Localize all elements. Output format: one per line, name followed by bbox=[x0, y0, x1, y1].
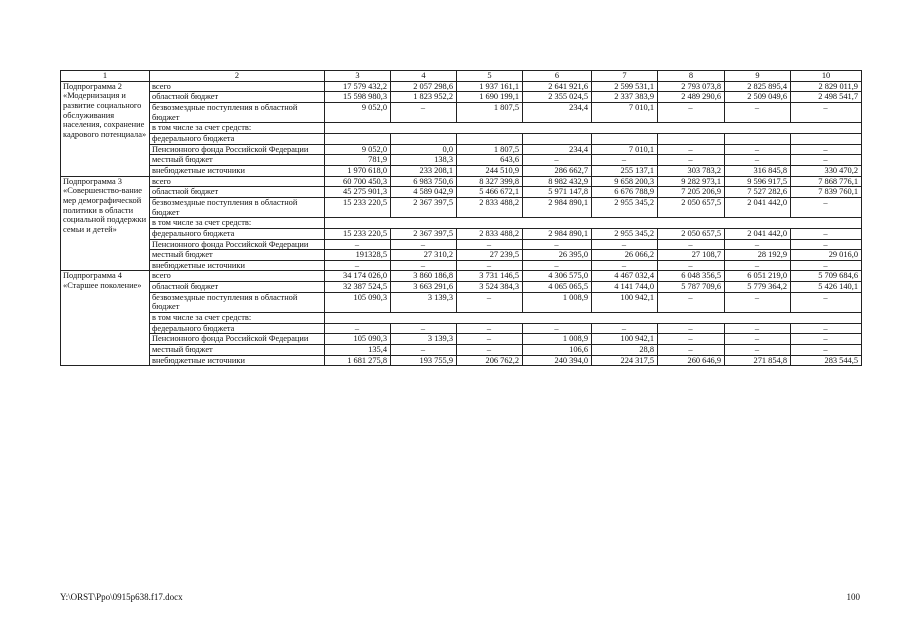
column-header: 5 bbox=[457, 71, 523, 82]
value-cell: 206 762,2 bbox=[457, 355, 523, 366]
empty-cell bbox=[325, 218, 862, 229]
value-cell: – bbox=[791, 197, 862, 217]
value-cell: – bbox=[658, 239, 725, 250]
value-cell: 27 310,2 bbox=[391, 250, 457, 261]
column-header: 2 bbox=[150, 71, 325, 82]
file-path: Y:\ORST\Ppo\0915p638.f17.docx bbox=[60, 592, 183, 602]
value-cell: 7 205 206,9 bbox=[658, 187, 725, 198]
value-cell: 255 137,1 bbox=[592, 165, 658, 176]
value-cell: 233 208,1 bbox=[391, 165, 457, 176]
value-cell: 2 793 073,8 bbox=[658, 81, 725, 92]
table-row bbox=[61, 81, 862, 92]
value-cell: 4 589 042,9 bbox=[391, 187, 457, 198]
row-label: всего bbox=[150, 271, 325, 282]
value-cell: 15 598 980,3 bbox=[325, 92, 391, 103]
value-cell: 7 868 776,1 bbox=[791, 176, 862, 187]
row-label: безвозмездные поступления в областной бюджет bbox=[150, 102, 325, 122]
value-cell: 2 833 488,2 bbox=[457, 228, 523, 239]
column-header: 3 bbox=[325, 71, 391, 82]
value-cell: 2 041 442,0 bbox=[725, 228, 791, 239]
value-cell: – bbox=[725, 144, 791, 155]
value-cell: – bbox=[725, 334, 791, 345]
value-cell: – bbox=[791, 292, 862, 312]
value-cell: – bbox=[725, 345, 791, 356]
budget-table bbox=[60, 70, 862, 366]
value-cell bbox=[523, 133, 592, 144]
value-cell: – bbox=[791, 334, 862, 345]
value-cell: – bbox=[658, 292, 725, 312]
row-label: федерального бюджета bbox=[150, 133, 325, 144]
value-cell: 7 527 282,6 bbox=[725, 187, 791, 198]
table-row bbox=[61, 323, 862, 334]
value-cell: – bbox=[791, 155, 862, 166]
program-name: Подпрограмма 3 «Совершенство-вание мер демографической политики в области социальной поддержки семьи и детей» bbox=[61, 176, 150, 271]
value-cell: – bbox=[523, 239, 592, 250]
value-cell: 9 052,0 bbox=[325, 102, 391, 122]
table-row bbox=[61, 155, 862, 166]
value-cell: 8 982 432,9 bbox=[523, 176, 592, 187]
value-cell: 45 275 901,3 bbox=[325, 187, 391, 198]
value-cell: – bbox=[791, 260, 862, 271]
table-row bbox=[61, 187, 862, 198]
row-label: в том числе за счет средств: bbox=[150, 123, 325, 134]
value-cell: 2 984 890,1 bbox=[523, 228, 592, 239]
value-cell: – bbox=[658, 334, 725, 345]
row-label: внебюджетные источники bbox=[150, 165, 325, 176]
value-cell: – bbox=[725, 323, 791, 334]
value-cell: – bbox=[658, 260, 725, 271]
value-cell: – bbox=[592, 323, 658, 334]
value-cell: 2 829 011,9 bbox=[791, 81, 862, 92]
value-cell: – bbox=[725, 102, 791, 122]
table-row bbox=[61, 260, 862, 271]
row-label: федерального бюджета bbox=[150, 323, 325, 334]
column-header: 7 bbox=[592, 71, 658, 82]
column-header: 4 bbox=[391, 71, 457, 82]
value-cell: 7 010,1 bbox=[592, 144, 658, 155]
value-cell: 2 367 397,5 bbox=[391, 228, 457, 239]
table-row bbox=[61, 144, 862, 155]
row-label: областной бюджет bbox=[150, 187, 325, 198]
value-cell: 8 327 399,8 bbox=[457, 176, 523, 187]
value-cell: 4 306 575,0 bbox=[523, 271, 592, 282]
value-cell: 15 233 220,5 bbox=[325, 228, 391, 239]
value-cell: – bbox=[658, 155, 725, 166]
row-label: местный бюджет bbox=[150, 345, 325, 356]
row-label: безвозмездные поступления в областной бюджет bbox=[150, 197, 325, 217]
value-cell: – bbox=[325, 323, 391, 334]
value-cell: 303 783,2 bbox=[658, 165, 725, 176]
value-cell: 4 065 065,5 bbox=[523, 282, 592, 293]
row-label: безвозмездные поступления в областной бюджет bbox=[150, 292, 325, 312]
table-row bbox=[61, 292, 862, 312]
value-cell: – bbox=[457, 345, 523, 356]
value-cell: 2 833 488,2 bbox=[457, 197, 523, 217]
row-label: в том числе за счет средств: bbox=[150, 218, 325, 229]
value-cell: 1 008,9 bbox=[523, 334, 592, 345]
value-cell: 17 579 432,2 bbox=[325, 81, 391, 92]
value-cell: – bbox=[523, 323, 592, 334]
value-cell: 2 489 290,6 bbox=[658, 92, 725, 103]
value-cell: 286 662,7 bbox=[523, 165, 592, 176]
value-cell: 2 050 657,5 bbox=[658, 197, 725, 217]
value-cell: 9 052,0 bbox=[325, 144, 391, 155]
value-cell: 193 755,9 bbox=[391, 355, 457, 366]
value-cell: 2 050 657,5 bbox=[658, 228, 725, 239]
table-row bbox=[61, 271, 862, 282]
row-label: Пенсионного фонда Российской Федерации bbox=[150, 239, 325, 250]
value-cell: 6 983 750,6 bbox=[391, 176, 457, 187]
empty-cell bbox=[325, 123, 862, 134]
value-cell: 9 282 973,1 bbox=[658, 176, 725, 187]
value-cell: – bbox=[391, 239, 457, 250]
value-cell: 5 787 709,6 bbox=[658, 282, 725, 293]
value-cell: 1 690 199,1 bbox=[457, 92, 523, 103]
value-cell: 316 845,8 bbox=[725, 165, 791, 176]
value-cell: – bbox=[725, 260, 791, 271]
value-cell: 1 807,5 bbox=[457, 102, 523, 122]
value-cell: – bbox=[725, 239, 791, 250]
row-label: внебюджетные источники bbox=[150, 355, 325, 366]
value-cell: 2 041 442,0 bbox=[725, 197, 791, 217]
row-label: всего bbox=[150, 81, 325, 92]
value-cell: – bbox=[391, 102, 457, 122]
value-cell: 2 337 383,9 bbox=[592, 92, 658, 103]
value-cell: – bbox=[457, 323, 523, 334]
table-row bbox=[61, 250, 862, 261]
value-cell: 105 090,3 bbox=[325, 292, 391, 312]
value-cell: – bbox=[592, 155, 658, 166]
value-cell: – bbox=[658, 102, 725, 122]
value-cell: – bbox=[791, 144, 862, 155]
table-row bbox=[61, 345, 862, 356]
value-cell: – bbox=[791, 102, 862, 122]
value-cell: – bbox=[391, 323, 457, 334]
value-cell: – bbox=[791, 345, 862, 356]
value-cell: 6 048 356,5 bbox=[658, 271, 725, 282]
row-label: областной бюджет bbox=[150, 282, 325, 293]
column-header: 1 bbox=[61, 71, 150, 82]
value-cell: 1 970 618,0 bbox=[325, 165, 391, 176]
value-cell: 34 174 026,0 bbox=[325, 271, 391, 282]
value-cell: 26 395,0 bbox=[523, 250, 592, 261]
value-cell: 234,4 bbox=[523, 144, 592, 155]
value-cell: 2 955 345,2 bbox=[592, 197, 658, 217]
value-cell: 3 139,3 bbox=[391, 292, 457, 312]
value-cell: 240 394,0 bbox=[523, 355, 592, 366]
row-label: в том числе за счет средств: bbox=[150, 313, 325, 324]
value-cell: 5 971 147,8 bbox=[523, 187, 592, 198]
value-cell: 6 676 788,9 bbox=[592, 187, 658, 198]
table-row bbox=[61, 123, 862, 134]
value-cell: – bbox=[592, 239, 658, 250]
value-cell bbox=[325, 133, 391, 144]
header-row bbox=[61, 71, 862, 82]
value-cell: – bbox=[391, 345, 457, 356]
value-cell: 1 823 952,2 bbox=[391, 92, 457, 103]
value-cell: 27 108,7 bbox=[658, 250, 725, 261]
value-cell: 234,4 bbox=[523, 102, 592, 122]
value-cell: 3 663 291,6 bbox=[391, 282, 457, 293]
row-label: местный бюджет bbox=[150, 250, 325, 261]
value-cell: 4 467 032,4 bbox=[592, 271, 658, 282]
value-cell: 5 779 364,2 bbox=[725, 282, 791, 293]
program-name: Подпрограмма 4 «Старшее поколение» bbox=[61, 271, 150, 366]
value-cell: 4 141 744,0 bbox=[592, 282, 658, 293]
table-row bbox=[61, 133, 862, 144]
row-label: федерального бюджета bbox=[150, 228, 325, 239]
table-row bbox=[61, 239, 862, 250]
page-number: 100 bbox=[846, 592, 860, 602]
empty-cell bbox=[325, 313, 862, 324]
value-cell: 2 367 397,5 bbox=[391, 197, 457, 217]
table-row bbox=[61, 176, 862, 187]
table-row bbox=[61, 102, 862, 122]
value-cell: – bbox=[791, 228, 862, 239]
value-cell: 643,6 bbox=[457, 155, 523, 166]
value-cell: 15 233 220,5 bbox=[325, 197, 391, 217]
table-row bbox=[61, 282, 862, 293]
value-cell: 27 239,5 bbox=[457, 250, 523, 261]
value-cell: 7 010,1 bbox=[592, 102, 658, 122]
value-cell: 135,4 bbox=[325, 345, 391, 356]
value-cell: 5 466 672,1 bbox=[457, 187, 523, 198]
value-cell: 3 524 384,3 bbox=[457, 282, 523, 293]
value-cell: – bbox=[791, 323, 862, 334]
value-cell: 105 090,3 bbox=[325, 334, 391, 345]
value-cell bbox=[658, 133, 725, 144]
value-cell: 283 544,5 bbox=[791, 355, 862, 366]
row-label: всего bbox=[150, 176, 325, 187]
value-cell bbox=[725, 133, 791, 144]
value-cell: – bbox=[791, 239, 862, 250]
row-label: областной бюджет bbox=[150, 92, 325, 103]
value-cell: 9 658 200,3 bbox=[592, 176, 658, 187]
value-cell: 29 016,0 bbox=[791, 250, 862, 261]
value-cell: – bbox=[457, 239, 523, 250]
value-cell: 100 942,1 bbox=[592, 292, 658, 312]
value-cell: 1 681 275,8 bbox=[325, 355, 391, 366]
value-cell: 9 596 917,5 bbox=[725, 176, 791, 187]
table-row bbox=[61, 218, 862, 229]
value-cell: – bbox=[658, 144, 725, 155]
value-cell: – bbox=[658, 345, 725, 356]
value-cell: 7 839 760,1 bbox=[791, 187, 862, 198]
value-cell: 1 807,5 bbox=[457, 144, 523, 155]
program-name: Подпрограмма 2 «Модернизация и развитие социального обслуживания населения, сохранение кадрового потенциала» bbox=[61, 81, 150, 176]
value-cell: – bbox=[391, 260, 457, 271]
value-cell: 5 426 140,1 bbox=[791, 282, 862, 293]
value-cell: 26 066,2 bbox=[592, 250, 658, 261]
value-cell bbox=[391, 133, 457, 144]
value-cell: – bbox=[457, 334, 523, 345]
value-cell: 3 860 186,8 bbox=[391, 271, 457, 282]
value-cell: – bbox=[325, 239, 391, 250]
value-cell: – bbox=[523, 260, 592, 271]
value-cell: 224 317,5 bbox=[592, 355, 658, 366]
value-cell: 191328,5 bbox=[325, 250, 391, 261]
column-header: 6 bbox=[523, 71, 592, 82]
value-cell: 60 700 450,3 bbox=[325, 176, 391, 187]
value-cell bbox=[592, 133, 658, 144]
value-cell: 6 051 219,0 bbox=[725, 271, 791, 282]
value-cell: 2 509 049,6 bbox=[725, 92, 791, 103]
value-cell: 1 937 161,1 bbox=[457, 81, 523, 92]
value-cell: 2 057 298,6 bbox=[391, 81, 457, 92]
value-cell: – bbox=[457, 292, 523, 312]
row-label: Пенсионного фонда Российской Федерации bbox=[150, 334, 325, 345]
value-cell: 28,8 bbox=[592, 345, 658, 356]
table-row bbox=[61, 197, 862, 217]
value-cell: 2 355 024,5 bbox=[523, 92, 592, 103]
value-cell: 0,0 bbox=[391, 144, 457, 155]
row-label: внебюджетные источники bbox=[150, 260, 325, 271]
value-cell: – bbox=[658, 323, 725, 334]
value-cell: 100 942,1 bbox=[592, 334, 658, 345]
value-cell: – bbox=[725, 292, 791, 312]
value-cell: 2 955 345,2 bbox=[592, 228, 658, 239]
table-row bbox=[61, 334, 862, 345]
value-cell: 138,3 bbox=[391, 155, 457, 166]
table-row bbox=[61, 165, 862, 176]
value-cell: 330 470,2 bbox=[791, 165, 862, 176]
value-cell: 260 646,9 bbox=[658, 355, 725, 366]
value-cell: 2 641 921,6 bbox=[523, 81, 592, 92]
table-row bbox=[61, 228, 862, 239]
value-cell: 28 192,9 bbox=[725, 250, 791, 261]
row-label: местный бюджет bbox=[150, 155, 325, 166]
value-cell: 244 510,9 bbox=[457, 165, 523, 176]
column-header: 8 bbox=[658, 71, 725, 82]
value-cell: 2 498 541,7 bbox=[791, 92, 862, 103]
row-label: Пенсионного фонда Российской Федерации bbox=[150, 144, 325, 155]
table-row bbox=[61, 92, 862, 103]
value-cell: 271 854,8 bbox=[725, 355, 791, 366]
value-cell: 2 825 895,4 bbox=[725, 81, 791, 92]
value-cell: – bbox=[523, 155, 592, 166]
table-row bbox=[61, 355, 862, 366]
column-header: 10 bbox=[791, 71, 862, 82]
value-cell: – bbox=[325, 260, 391, 271]
value-cell: – bbox=[725, 155, 791, 166]
value-cell bbox=[457, 133, 523, 144]
value-cell: 781,9 bbox=[325, 155, 391, 166]
value-cell: 32 387 524,5 bbox=[325, 282, 391, 293]
table-row bbox=[61, 313, 862, 324]
value-cell: 2 984 890,1 bbox=[523, 197, 592, 217]
value-cell: 1 008,9 bbox=[523, 292, 592, 312]
value-cell: 5 709 684,6 bbox=[791, 271, 862, 282]
value-cell: 3 139,3 bbox=[391, 334, 457, 345]
value-cell: 106,6 bbox=[523, 345, 592, 356]
value-cell bbox=[791, 133, 862, 144]
value-cell: 2 599 531,1 bbox=[592, 81, 658, 92]
value-cell: 3 731 146,5 bbox=[457, 271, 523, 282]
value-cell: – bbox=[592, 260, 658, 271]
column-header: 9 bbox=[725, 71, 791, 82]
value-cell: – bbox=[457, 260, 523, 271]
